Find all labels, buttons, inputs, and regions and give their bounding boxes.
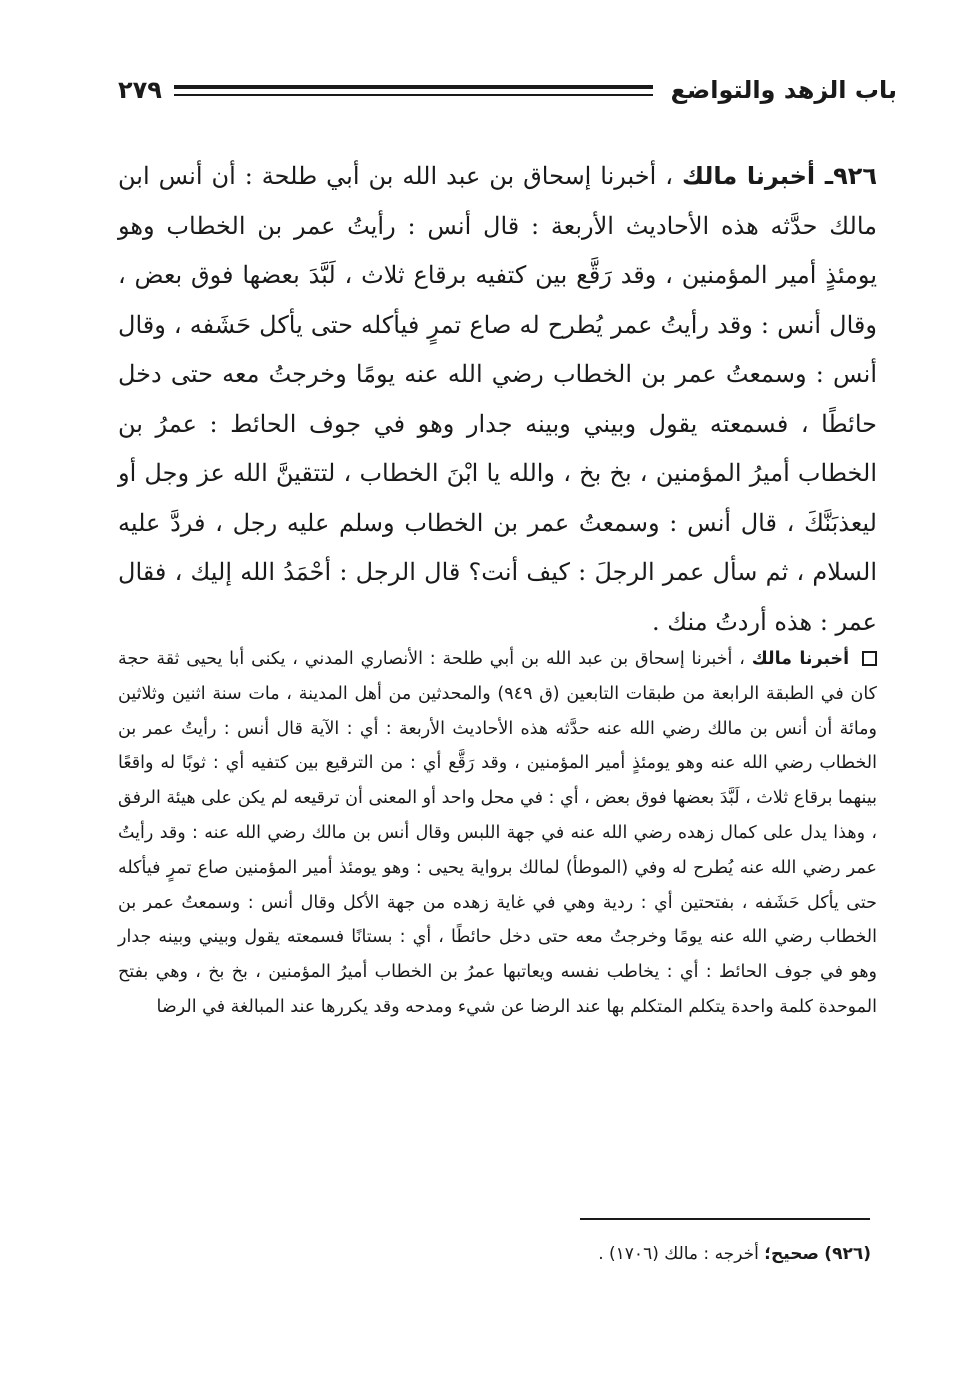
page-number: ٢٧٩ bbox=[118, 76, 162, 104]
commentary bbox=[118, 642, 877, 1025]
square-bullet-icon bbox=[862, 651, 877, 666]
footnote bbox=[598, 1240, 871, 1268]
hadith-text bbox=[118, 152, 877, 647]
footnote-number: (٩٢٦) bbox=[824, 1244, 871, 1264]
commentary-body: ، أخبرنا إسحاق بن عبد الله بن أبي طلحة : الأنصاري المدني ، يكنى أبا يحيى ثقة حجة كان في الطبقة الرابعة من طبقات التابعين (ق ٩٤٩) والمحدثين من أهل المدينة ، مات سنة اثنين وثلاثين ومائة أن أنس بن مالك رضي الله عنه حدَّثه هذه الأحاديث الأربعة : أي : الآية قال أنس : رأيتُ عمر بن الخطاب رضي الله عنه وهو يومئذٍ أمير المؤمنين ، وقد رَقَّع أي : من الترقيع بين كتفيه أي : ثوبًا له واقعًا بينهما برقاع ثلاث ، لَبَّدَ بعضها فوق بعض ، أي : في محل واحد أو المعنى أن ترقيعه لم يكن على هيئة الرفق ، وهذا يدل على كمال زهده رضي الله عنه في جهة اللبس وقال أنس بن مالك رضي الله عنه : وقد رأيتُ عمر رضي الله عنه يُطرح له وفي (الموطأ) لمالك برواية يحيى : وهو يومئذ أمير المؤمنين صاع تمرٍ فيأكله حتى يأكل حَشَفه ، بفتحتين أي : ردية وهي في غاية زهده من جهة الأكل وقال أنس : وسمعتُ عمر بن الخطاب رضي الله عنه يومًا وخرجتُ معه حتى دخل حائطًا ، أي : بستانًا فسمعته يقول وبيني وبينه جدار وهو في جوف الحائط : أي : يخاطب نفسه ويعاتبها عمرُ بن الخطاب أميرُ المؤمنين ، بخ بخ ، وهي بفتح الموحدة كلمة واحدة يتكلم المتكلم بها عند الرضا عن شيء ومدحه وقد يكررها عند المبالغة في الرضا bbox=[118, 649, 877, 1017]
commentary-lead: أخبرنا مالك bbox=[751, 649, 850, 669]
footnote-grade: صحيح؛ bbox=[764, 1244, 819, 1264]
hadith-body: ، أخبرنا إسحاق بن عبد الله بن أبي طلحة : أن أنس ابن مالك حدَّثه هذه الأحاديث الأربعة : قال أنس : رأيتُ عمر بن الخطاب وهو يومئذٍ أمير المؤمنين ، وقد رَقَّع بين كتفيه برقاع ثلاث ، لَبَّدَ بعضها فوق بعض ، وقال أنس : وقد رأيتُ عمر يُطرح له صاع تمرٍ فيأكله حتى يأكل حَشَفه ، وقال أنس : وسمعتُ عمر بن الخطاب رضي الله عنه يومًا وخرجتُ معه حتى دخل حائطًا ، فسمعته يقول وبيني وبينه جدار وهو في جوف الحائط : عمرُ بن الخطاب أميرُ المؤمنين ، بخ بخ ، والله يا ابْنَ الخطاب ، لتتقينَّ الله عز وجل أو ليعذبَنَّكَ ، قال أنس : وسمعتُ عمر بن الخطاب وسلم عليه رجل ، فردَّ عليه السلام ، ثم سأل عمر الرجلَ : كيف أنت؟ قال الرجل : أحْمَدُ الله إليك ، فقال عمر : هذه أردتُ منك . bbox=[118, 162, 877, 636]
chapter-title: باب الزهد والتواضع bbox=[670, 76, 897, 104]
footnote-text: أخرجه : مالك (١٧٠٦) . bbox=[598, 1244, 759, 1264]
footnote-divider bbox=[580, 1218, 870, 1220]
header-rule bbox=[174, 85, 653, 96]
page-header bbox=[118, 70, 897, 110]
hadith-number-narrator: ٩٢٦ـ أخبرنا مالك bbox=[681, 162, 878, 190]
